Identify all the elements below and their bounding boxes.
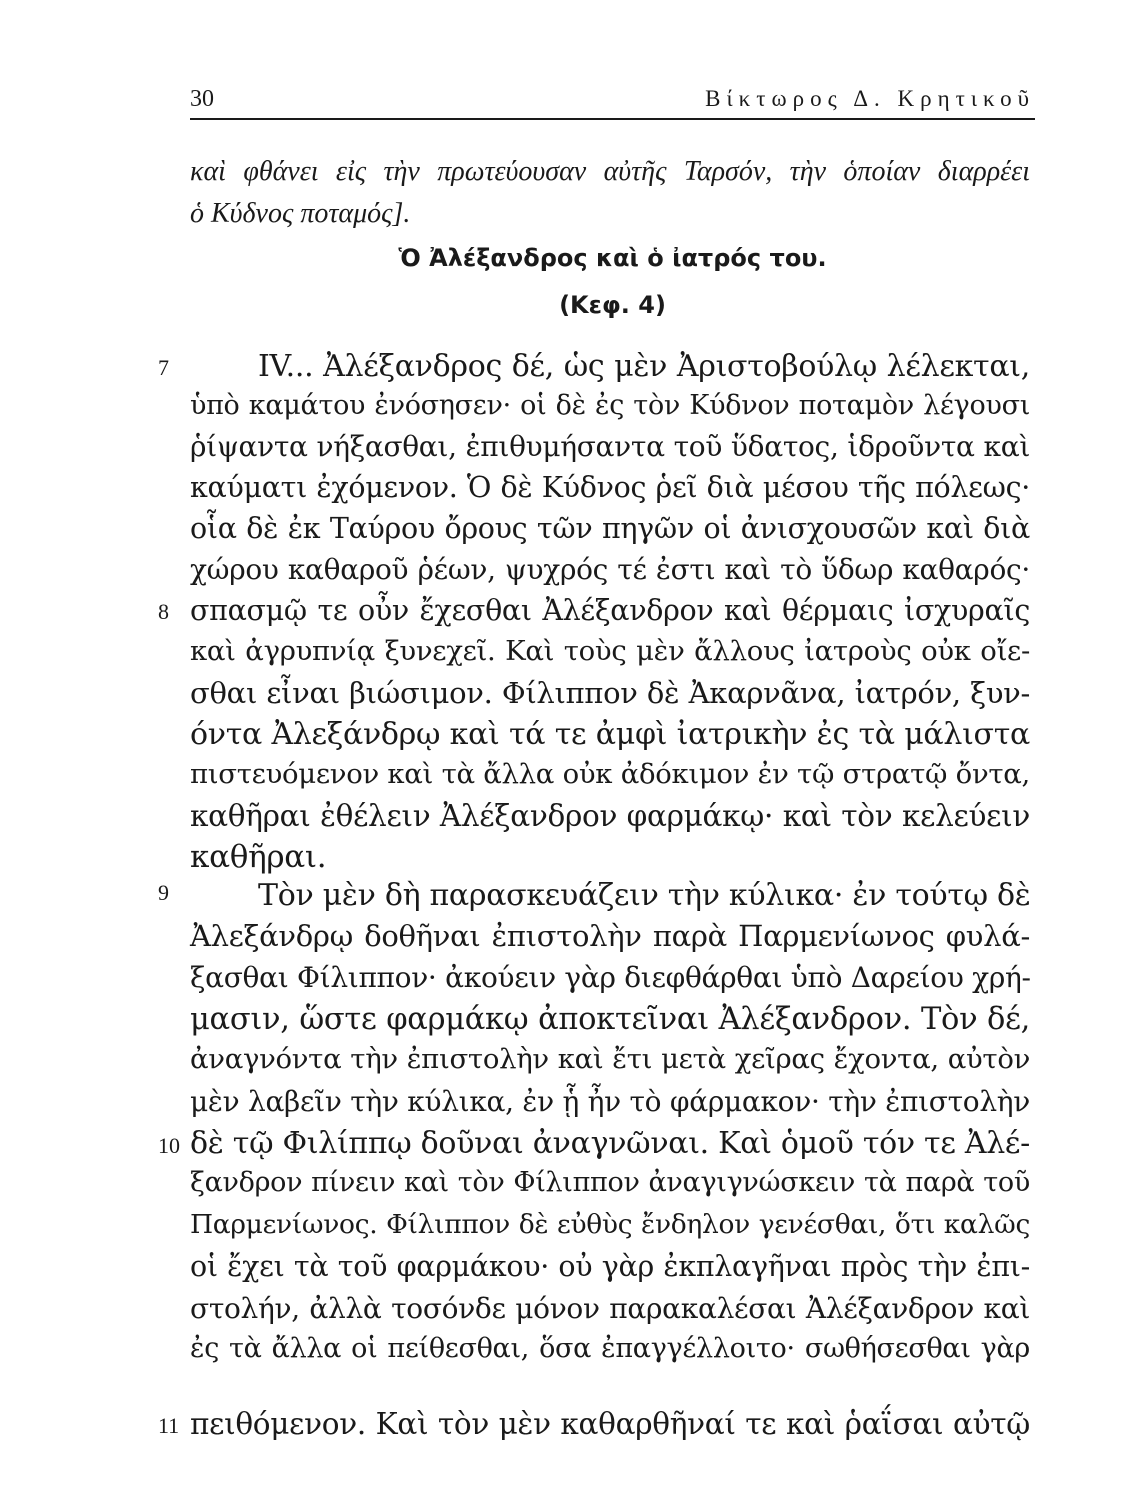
intro-line: ὁ Κύδνος ποταμός]. [190, 198, 411, 229]
paragraph-number: 10 [158, 1133, 180, 1158]
text-line: IV... Ἀλέξανδρος δέ, ὡς μὲν Ἀριστοβούλῳ λέλεκται, [258, 349, 1030, 384]
page-number: 30 [190, 86, 214, 112]
paragraph-number: 11 [158, 1413, 180, 1438]
text-line: οἱ ἔχει τὰ τοῦ φαρμάκου· οὐ γὰρ ἐκπλαγῆναι πρὸς τὴν ἐπι- [190, 1250, 1030, 1283]
text-line: ξασθαι Φίλιππον· ἀκούειν γὰρ διεφθάρθαι ὑπὸ Δαρείου χρή- [190, 961, 1031, 994]
paragraph-number: 9 [158, 880, 169, 905]
text-line: καθῆραι ἐθέλειν Ἀλέξανδρον φαρμάκῳ· καὶ τὸν κελεύειν [190, 799, 1030, 833]
section-title: Ὁ Ἀλέξανδρος καὶ ὁ ἰατρός του. [398, 244, 827, 272]
text-line: δὲ τῷ Φιλίππῳ δοῦναι ἀναγνῶναι. Καὶ ὁμοῦ τόν τε Ἀλέ- [190, 1126, 1030, 1161]
text-line: στολήν, ἀλλὰ τοσόνδε μόνον παρακαλέσαι Ἀλέξανδρον καὶ [190, 1292, 1030, 1325]
text-line: ξανδρον πίνειν καὶ τὸν Φίλιππον ἀναγιγνώσκειν τὰ παρὰ τοῦ [190, 1167, 1030, 1198]
text-line: ὑπὸ καμάτου ἐνόσησεν· οἱ δὲ ἐς τὸν Κύδνον ποταμὸν λέγουσι [190, 390, 1030, 421]
text-line: σθαι εἶναι βιώσιμον. Φίλιππον δὲ Ἀκαρνᾶνα, ἰατρόν, ξυν- [190, 676, 1030, 710]
text-line: χώρου καθαροῦ ῥέων, ψυχρός τέ ἐστι καὶ τὸ ὕδωρ καθαρός· [190, 553, 1030, 586]
text-line: οἷα δὲ ἐκ Ταύρου ὄρους τῶν πηγῶν οἱ ἀνισχουσῶν καὶ διὰ [190, 512, 1030, 545]
text-line: όντα Ἀλεξάνδρῳ καὶ τά τε ἀμφὶ ἰατρικὴν ἐς τὰ μάλιστα [190, 717, 1030, 752]
text-line: καθῆραι. [190, 839, 327, 875]
text-line: ἐς τὰ ἄλλα οἱ πείθεσθαι, ὅσα ἐπαγγέλλοιτο· σωθήσεσθαι γὰρ [190, 1333, 1030, 1364]
paragraph-number: 7 [158, 355, 169, 380]
text-line: σπασμῷ τε οὖν ἔχεσθαι Ἀλέξανδρον καὶ θέρμαις ἰσχυραῖς [190, 594, 1030, 627]
text-line: πιστευόμενον καὶ τὰ ἄλλα οὐκ ἀδόκιμον ἐν τῷ στρατῷ ὄντα, [190, 758, 1030, 790]
intro-line: καὶ φθάνει εἰς τὴν πρωτεύουσαν αὐτῆς Ταρσόν, τὴν ὁποίαν διαρρέει [190, 156, 1030, 187]
text-line: καύματι ἐχόμενον. Ὁ δὲ Κύδνος ῥεῖ διὰ μέσου τῆς πόλεως· [190, 471, 1030, 504]
page-header [190, 86, 1035, 120]
text-line: καὶ ἀγρυπνίᾳ ξυνεχεῖ. Καὶ τοὺς μὲν ἄλλους ἰατροὺς οὐκ οἴε- [190, 635, 1030, 667]
text-line: Ἀλεξάνδρῳ δοθῆναι ἐπιστολὴν παρὰ Παρμενίωνος φυλά- [190, 919, 1030, 953]
text-line: μασιν, ὥστε φαρμάκῳ ἀποκτεῖναι Ἀλέξανδρον. Τὸν δέ, [190, 1002, 1030, 1037]
text-line: ἀναγνόντα τὴν ἐπιστολὴν καὶ ἔτι μετὰ χεῖρας ἔχοντα, αὐτὸν [190, 1043, 1030, 1075]
text-line: πειθόμενον. Καὶ τὸν μὲν καθαρθῆναί τε καὶ ῥαΐσαι αὐτῷ [190, 1407, 1030, 1441]
running-title: Βίκτωρος Δ. Κρητικοῦ [705, 86, 1035, 111]
paragraph-number: 8 [158, 599, 169, 624]
text-line: ῥίψαντα νήξασθαι, ἐπιθυμήσαντα τοῦ ὕδατος, ἱδροῦντα καὶ [190, 430, 1030, 463]
text-line: Παρμενίωνος. Φίλιππον δὲ εὐθὺς ἔνδηλον γενέσθαι, ὅτι καλῶς [190, 1209, 1030, 1240]
chapter-reference: (Κεφ. 4) [559, 291, 666, 319]
text-line: Τὸν μὲν δὴ παρασκευάζειν τὴν κύλικα· ἐν τούτῳ δὲ [258, 878, 1031, 913]
text-line: μὲν λαβεῖν τὴν κύλικα, ἐν ᾗ ἦν τὸ φάρμακον· τὴν ἐπιστολὴν [190, 1085, 1030, 1118]
